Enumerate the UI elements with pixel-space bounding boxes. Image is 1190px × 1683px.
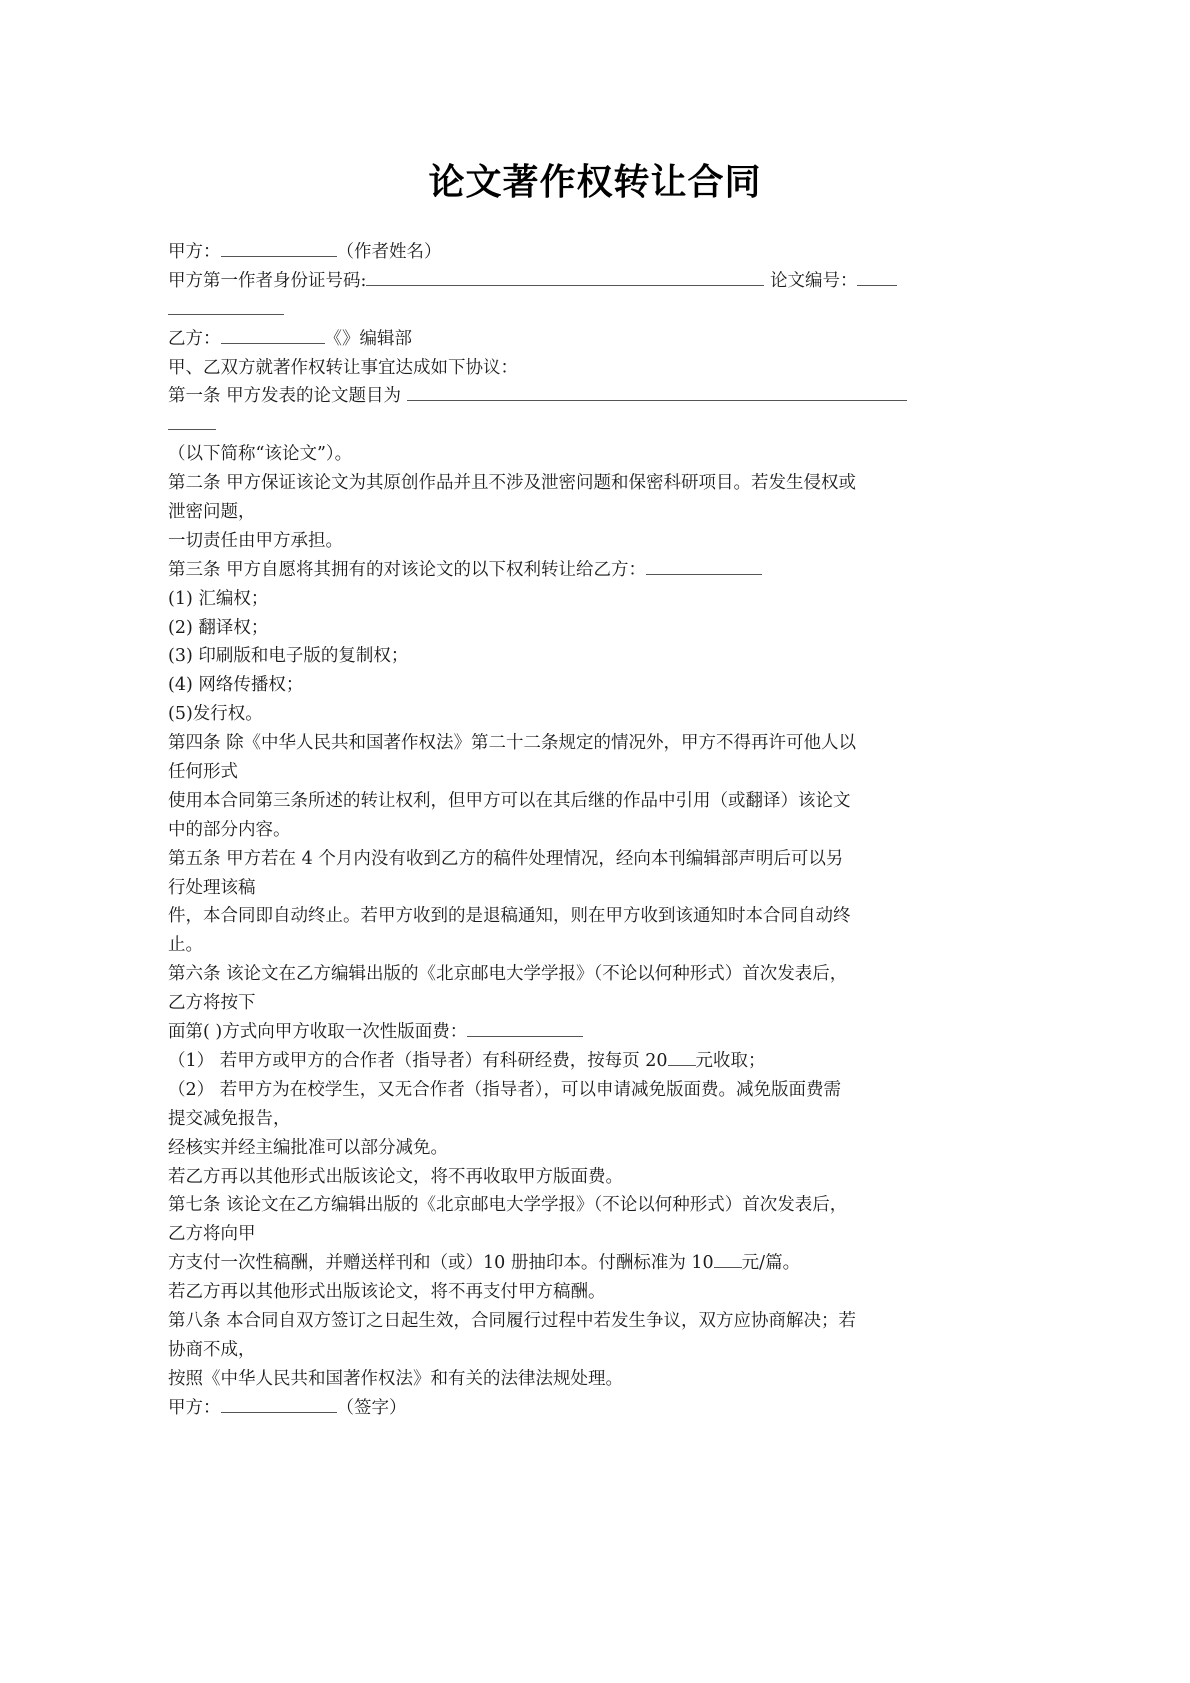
field-label: 论文编号： xyxy=(764,270,858,291)
document-line xyxy=(168,1076,942,1105)
line-text: 第五条 甲方若在 4 个月内没有收到乙方的稿件处理情况，经向本刊编辑部声明后可以另 xyxy=(168,848,844,869)
line-text: (1) 汇编权； xyxy=(168,588,269,609)
line-text: 若乙方再以其他形式出版该论文，将不再收取甲方版面费。 xyxy=(168,1166,623,1187)
field-suffix: 元/篇。 xyxy=(741,1253,801,1274)
document-line xyxy=(168,469,942,498)
field-suffix: 元收取； xyxy=(695,1050,766,1071)
line-text: (3) 印刷版和电子版的复制权； xyxy=(168,646,409,667)
id-number-blank[interactable] xyxy=(366,268,764,286)
line-text: (2) 翻译权； xyxy=(168,617,269,638)
field-label: 面第( )方式向甲方收取一次性版面费： xyxy=(168,1022,468,1043)
document-line xyxy=(168,845,942,874)
field-suffix: 《》编辑部 xyxy=(324,328,412,349)
document-line xyxy=(168,1394,942,1423)
line-text: 第二条 甲方保证该论文为其原创作品并且不涉及泄密问题和保密科研项目。若发生侵权或 xyxy=(168,473,857,494)
document-line xyxy=(168,440,942,469)
line-text: 乙方将按下 xyxy=(168,993,256,1014)
line-text: 按照《中华人民共和国著作权法》和有关的法律法规处理。 xyxy=(168,1368,623,1389)
fill-in-blank[interactable] xyxy=(407,383,907,401)
document-line xyxy=(168,238,942,267)
document-line xyxy=(168,1018,942,1047)
field-label: 甲方第一作者身份证号码: xyxy=(168,270,367,291)
document-line xyxy=(168,1191,942,1220)
line-text: 甲、乙双方就著作权转让事宜达成如下协议： xyxy=(168,357,518,378)
line-text: 行处理该稿 xyxy=(168,877,256,898)
line-text: 止。 xyxy=(168,935,203,956)
fill-in-blank[interactable] xyxy=(221,326,325,344)
document-line xyxy=(168,989,942,1018)
document-line xyxy=(168,585,942,614)
document-line xyxy=(168,960,942,989)
line-text: 使用本合同第三条所述的转让权利，但甲方可以在其后继的作品中引用（或翻译）该论文 xyxy=(168,790,851,811)
document-line xyxy=(168,354,942,383)
line-text: 协商不成， xyxy=(168,1339,256,1360)
document-line xyxy=(168,1047,942,1076)
fill-in-blank-continuation[interactable] xyxy=(168,412,216,430)
line-text: （2） 若甲方为在校学生，又无合作者（指导者），可以申请减免版面费。减免版面费需 xyxy=(168,1079,841,1100)
document-line xyxy=(168,671,942,700)
fill-in-blank[interactable] xyxy=(221,1395,337,1413)
document-line xyxy=(168,527,942,556)
document-line xyxy=(168,700,942,729)
fill-in-blank[interactable] xyxy=(668,1048,696,1066)
document-line xyxy=(168,296,942,325)
document-line xyxy=(168,1307,942,1336)
document-title: 论文著作权转让合同 xyxy=(428,162,762,203)
line-text: 件，本合同即自动终止。若甲方收到的是退稿通知，则在甲方收到该通知时本合同自动终 xyxy=(168,906,851,927)
document-line xyxy=(168,642,942,671)
document-line xyxy=(168,902,942,931)
field-label: 乙方： xyxy=(168,328,221,349)
document-line xyxy=(168,729,942,758)
document-line xyxy=(168,1278,942,1307)
document-line xyxy=(168,874,942,903)
document-line xyxy=(168,1105,942,1134)
line-text: 中的部分内容。 xyxy=(168,819,291,840)
line-text: (5)发行权。 xyxy=(168,704,263,725)
document-line xyxy=(168,1249,942,1278)
field-label: （1） 若甲方或甲方的合作者（指导者）有科研经费，按每页 20 xyxy=(168,1050,668,1071)
document-body xyxy=(168,238,942,1423)
document-line xyxy=(168,787,942,816)
field-label: 第三条 甲方自愿将其拥有的对该论文的以下权利转让给乙方： xyxy=(168,559,647,580)
line-text: 第七条 该论文在乙方编辑出版的《北京邮电大学学报》（不论以何种形式）首次发表后， xyxy=(168,1195,848,1216)
field-label: 甲方： xyxy=(168,1397,221,1418)
line-text: 若乙方再以其他形式出版该论文，将不再支付甲方稿酬。 xyxy=(168,1282,606,1303)
fill-in-blank[interactable] xyxy=(221,239,337,257)
line-text: 一切责任由甲方承担。 xyxy=(168,530,343,551)
document-line xyxy=(168,931,942,960)
line-text: 经核实并经主编批准可以部分减免。 xyxy=(168,1137,448,1158)
field-suffix: （作者姓名） xyxy=(336,242,442,262)
field-label: 甲方： xyxy=(168,242,221,262)
document-line xyxy=(168,325,942,354)
document-line xyxy=(168,267,942,296)
document-line xyxy=(168,1163,942,1192)
line-text: 第四条 除《中华人民共和国著作权法》第二十二条规定的情况外，甲方不得再许可他人以 xyxy=(168,733,857,754)
field-suffix: （签字） xyxy=(336,1397,407,1418)
field-label: 方支付一次性稿酬，并赠送样刊和（或）10 册抽印本。付酬标准为 10 xyxy=(168,1253,714,1274)
document-line xyxy=(168,758,942,787)
fill-in-blank-continuation[interactable] xyxy=(168,297,284,315)
document-line xyxy=(168,614,942,643)
line-text: 第八条 本合同自双方签订之日起生效，合同履行过程中若发生争议，双方应协商解决；若 xyxy=(168,1310,857,1331)
fill-in-blank[interactable] xyxy=(714,1250,742,1268)
fill-in-blank[interactable] xyxy=(646,557,762,575)
line-text: 任何形式 xyxy=(168,762,238,783)
line-text: 第六条 该论文在乙方编辑出版的《北京邮电大学学报》（不论以何种形式）首次发表后， xyxy=(168,964,848,985)
document-line xyxy=(168,498,942,527)
document-line xyxy=(168,382,942,411)
fill-in-blank[interactable] xyxy=(467,1019,583,1037)
line-text: (4) 网络传播权； xyxy=(168,675,304,696)
paper-number-blank[interactable] xyxy=(857,268,897,286)
line-text: 泄密问题， xyxy=(168,502,256,523)
field-label: 第一条 甲方发表的论文题目为 xyxy=(168,386,407,407)
line-text: 提交减免报告， xyxy=(168,1108,291,1129)
document-line xyxy=(168,816,942,845)
document-line xyxy=(168,556,942,585)
document-line xyxy=(168,1134,942,1163)
document-line xyxy=(168,1220,942,1249)
line-text: （以下简称“该论文”）。 xyxy=(168,444,353,465)
document-line xyxy=(168,411,942,440)
document-line xyxy=(168,1365,942,1394)
document-line xyxy=(168,1336,942,1365)
line-text: 乙方将向甲 xyxy=(168,1224,256,1245)
